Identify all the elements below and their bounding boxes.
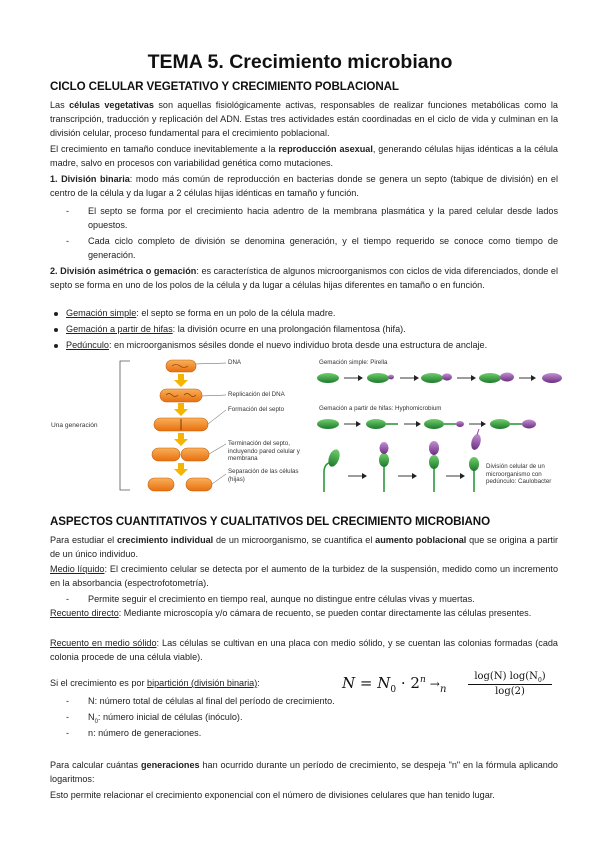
var-n0: $N_0$: número inicial de células (inóculo). (88, 712, 243, 725)
var-generaciones: n: número de generaciones. (88, 728, 202, 738)
subitem-tiempo-real: Permite seguir el crecimiento en tiempo real, aunque no distingue entre células vivas y muertas. (88, 594, 475, 604)
dash-marker: - (66, 712, 70, 722)
cell-4a (152, 448, 180, 461)
label-generacion: Una generación (51, 422, 98, 429)
paragraph-biparticion: Si el crecimiento es por bipartición (división binaria): (50, 678, 260, 688)
label-gemacion-hifas: Gemación a partir de hifas: Hyphomicrobium (319, 405, 442, 412)
arrow-down-icon (174, 403, 188, 416)
label-dna: DNA (228, 359, 242, 366)
cell-5a (148, 478, 174, 491)
label-caulobacter: División celular de un microorganismo con pedúnculo: Caulobacter (486, 463, 552, 485)
section-heading-aspectos: ASPECTOS CUANTITATIVOS Y CUALITATIVOS DEL CRECIMIENTO MICROBIANO (50, 515, 490, 528)
dash-marker: - (66, 594, 70, 604)
paragraph-crecimiento-individual: Para estudiar el crecimiento individual de un microorganismo, se cuantifica el aumento poblacional que se origina a partir de un único individuo. (50, 535, 559, 559)
bullet-gemacion-hifas: Gemación a partir de hifas: la división ocurre en una prolongación filamentosa (hifa). (66, 324, 406, 334)
paragraph-medio-liquido: Medio líquido: El crecimiento celular se detecta por el aumento de la turbidez de la suspensión, medido como un incremento en la absorbancia (espectrofotometría). (50, 564, 558, 588)
item-division-asimetrica: 2. División asimétrica o gemación: es característica de algunos microorganismos con ciclos de vida diferenciados, donde el septo se forma en uno de los polos de la célula y da lugar a células hijas diferentes en tamaño o en función. (50, 266, 558, 290)
paragraph-reproduccion-asexual: El crecimiento en tamaño conduce inevitablemente a la reproducción asexual, generando células hijas idénticas a la célula madre, salvo en procesos con variabilidad genética como mutaciones. (50, 144, 558, 168)
arrow-down-icon (174, 433, 188, 446)
arrow-down-icon (174, 463, 188, 476)
formula-n-label: n (440, 684, 447, 695)
stalked-division-row (324, 429, 482, 492)
var-n: N: número total de células al final del período de crecimiento. (88, 696, 335, 706)
paragraph-recuento-directo: Recuento directo: Mediante microscopía y/o cámara de recuento, se pueden contar directamente las células presentes. (50, 608, 532, 618)
bullet-dot (54, 344, 58, 348)
dash-marker: - (66, 696, 70, 706)
paragraph-exponencial: Esto permite relacionar el crecimiento exponencial con el número de divisiones celulares que han tenido lugar. (50, 790, 495, 800)
subitem-generacion: Cada ciclo completo de división se denomina generación, y el tiempo requerido se conoce como tiempo de generación. (88, 236, 558, 260)
cell-1 (166, 360, 196, 372)
arrow-down-icon (174, 374, 188, 387)
hyphal-budding-row (317, 419, 536, 429)
bullet-dot (54, 328, 58, 332)
cell-5b (186, 478, 212, 491)
budding-diagram (314, 366, 564, 496)
cell-4b (181, 448, 209, 461)
subitem-septo: El septo se forma por el crecimiento hacia adentro de la membrana plasmática y la pared celular desde lados opuestos. (88, 206, 558, 230)
dash-marker: - (66, 728, 70, 738)
paragraph-generaciones: Para calcular cuántas generaciones han ocurrido durante un período de crecimiento, se despeja "n" en la fórmula aplicando logaritmos: (50, 760, 558, 784)
dash-marker: - (66, 236, 70, 246)
page-title: TEMA 5. Crecimiento microbiano (147, 51, 453, 73)
section-heading-ciclo: CICLO CELULAR VEGETATIVO Y CRECIMIENTO POBLACIONAL (50, 80, 399, 93)
bullet-dot (54, 312, 58, 316)
label-terminacion: Terminación del septo, incluyendo pared celular y membrana (228, 440, 300, 462)
item-division-binaria: 1. División binaria: modo más común de reproducción en bacterias donde se genera un septo (tabique de división) en el centro de la célula y da lugar a 2 células hijas idénticas en tamaño y función. (50, 174, 558, 198)
simple-budding-row (317, 373, 562, 384)
formula-growth: $N = N_0 \cdot 2^n$ → (342, 674, 440, 695)
label-septo: Formación del septo (228, 406, 285, 413)
paragraph-medio-solido: Recuento en medio sólido: Las células se cultivan en una placa con medio sólido, y se cuentan las colonias formadas (cada colonia procede de una célula viable). (50, 638, 558, 662)
generation-bracket (120, 361, 130, 490)
label-gemacion-simple: Gemación simple: Pirella (319, 359, 388, 366)
label-replicacion: Replicación del DNA (228, 391, 285, 398)
dash-marker: - (66, 206, 70, 216)
formula-log-denominator: log(2) (495, 686, 525, 697)
fraction-bar (468, 684, 552, 685)
label-separacion: Separación de las células (hijas) (228, 468, 299, 483)
bullet-peduncle: Pedúnculo: en microorganismos sésiles donde el nuevo individuo brota desde una estructura de anclaje. (66, 340, 488, 350)
bullet-gemacion-simple: Gemación simple: el septo se forma en un polo de la célula madre. (66, 308, 336, 318)
paragraph-celulas-vegetativas: Las células vegetativas son aquellas fisiológicamente activas, responsables de realizar funciones metabólicas como la transcripción, traducción y replicación del ADN. Estas tres actividades están coordinadas en el ciclo de vida y culminan en la división celular, proceso fundamental para el crecimiento poblacional. (50, 100, 558, 138)
formula-log-numerator: log(N) $\log(N_0)$ (474, 671, 546, 684)
